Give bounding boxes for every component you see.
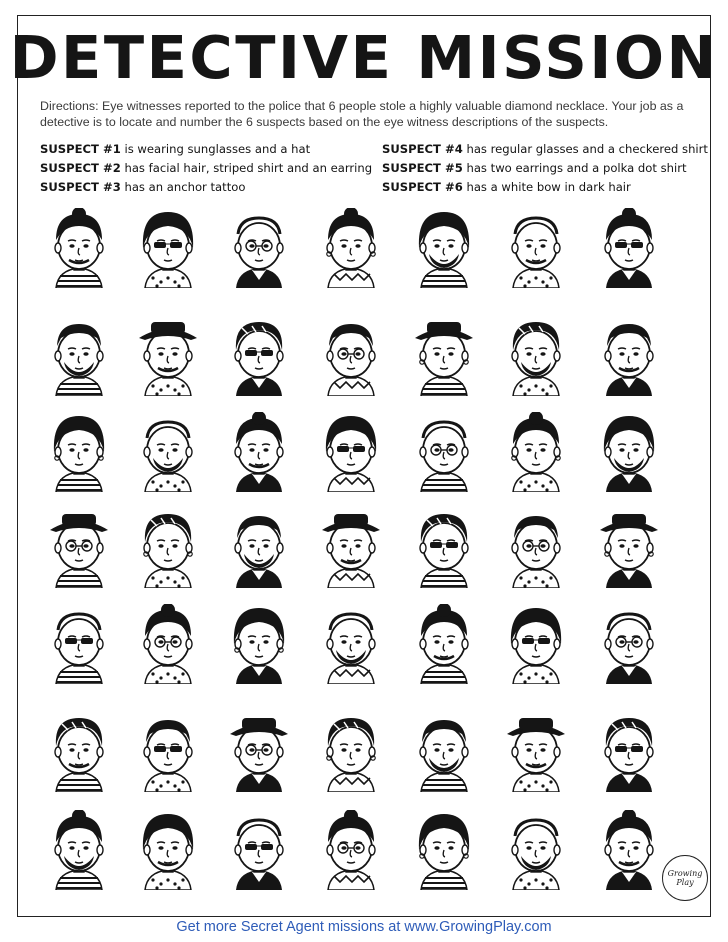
- suspect-portrait-short-hair-man: [222, 208, 296, 288]
- portrait-drawing: [222, 810, 296, 890]
- portrait-drawing: [131, 604, 205, 684]
- portrait-drawing: [407, 810, 481, 890]
- suspect-portrait-star-hair-man: [314, 712, 388, 792]
- suspect-portrait-hat-beard-man: [131, 316, 205, 396]
- suspect-portrait-sunglasses-woman: [314, 508, 388, 588]
- portrait-drawing: [42, 810, 116, 890]
- portrait-drawing: [42, 208, 116, 288]
- suspect-portrait-dark-hair-man: [592, 208, 666, 288]
- portrait-drawing: [407, 316, 481, 396]
- suspect-portrait-bald-mustache-man: [407, 316, 481, 396]
- suspect-portrait-sunglasses-man: [407, 604, 481, 684]
- suspect-portrait-curly-glasses-woman: [222, 316, 296, 396]
- portrait-drawing: [314, 412, 388, 492]
- suspect-clue-6: SUSPECT #6 has a white bow in dark hair: [382, 180, 631, 194]
- portrait-drawing: [314, 604, 388, 684]
- portrait-drawing: [499, 316, 573, 396]
- suspect-portrait-beard-earring-man: [499, 712, 573, 792]
- suspect-portrait-braid-woman: [407, 208, 481, 288]
- portrait-drawing: [131, 712, 205, 792]
- footer-link[interactable]: Get more Secret Agent missions at www.GrowingPlay.com: [176, 919, 552, 935]
- suspect-portrait-short-hair-man-2: [222, 508, 296, 588]
- portrait-drawing: [407, 412, 481, 492]
- portrait-drawing: [42, 412, 116, 492]
- portrait-drawing: [407, 712, 481, 792]
- suspect-portrait-bun-woman-dots: [314, 208, 388, 288]
- portrait-drawing: [222, 412, 296, 492]
- suspect-portrait-dark-bowl-man: [42, 412, 116, 492]
- portrait-drawing: [42, 604, 116, 684]
- portrait-drawing: [592, 604, 666, 684]
- suspect-list-left: [40, 140, 372, 197]
- suspect-portrait-afro-woman: [42, 712, 116, 792]
- suspect-portrait-braids-woman: [407, 810, 481, 890]
- portrait-drawing: [592, 712, 666, 792]
- suspect-portrait-full-beard-man: [131, 604, 205, 684]
- suspect-portrait-hat-sunglasses-woman: [407, 712, 481, 792]
- portrait-drawing: [222, 712, 296, 792]
- suspect-portrait-short-dark-man: [499, 316, 573, 396]
- suspect-clue-1: SUSPECT #1 is wearing sunglasses and a hat: [40, 142, 311, 156]
- portrait-drawing: [222, 508, 296, 588]
- suspect-clue-3: SUSPECT #3 has an anchor tattoo: [40, 180, 246, 194]
- portrait-drawing: [499, 412, 573, 492]
- portrait-drawing: [499, 208, 573, 288]
- portrait-drawing: [131, 412, 205, 492]
- portrait-drawing: [131, 316, 205, 396]
- suspect-clue-4: SUSPECT #4 has regular glasses and a checkered shirt: [382, 142, 708, 156]
- portrait-drawing: [592, 810, 666, 890]
- portrait-drawing: [42, 508, 116, 588]
- portrait-drawing: [407, 508, 481, 588]
- suspect-portrait-bald-mustache-man-2: [592, 712, 666, 792]
- suspect-portrait-mustache-goatee-man: [499, 810, 573, 890]
- suspect-portrait-headband-woman: [131, 508, 205, 588]
- suspect-portrait-dark-hair-woman: [592, 508, 666, 588]
- portrait-drawing: [314, 712, 388, 792]
- portrait-drawing: [314, 810, 388, 890]
- suspect-portrait-wavy-glasses-woman: [131, 712, 205, 792]
- suspect-clue-2: SUSPECT #2 has facial hair, striped shirt and an earring: [40, 161, 373, 175]
- suspect-portrait-bald-glasses-beard: [499, 208, 573, 288]
- suspect-portrait-beanie-woman: [131, 412, 205, 492]
- portrait-drawing: [499, 810, 573, 890]
- suspect-portrait-mustache-man: [42, 508, 116, 588]
- portrait-drawing: [407, 208, 481, 288]
- portrait-drawing: [592, 508, 666, 588]
- suspect-portrait-cap-mustache-man: [222, 412, 296, 492]
- suspect-portrait-bun-woman: [42, 208, 116, 288]
- suspect-portrait-beret-woman: [42, 316, 116, 396]
- growing-play-logo: Growing Play: [662, 855, 708, 901]
- suspect-portrait-headscarf-sunglasses-woman: [592, 810, 666, 890]
- portrait-drawing: [222, 604, 296, 684]
- suspect-portrait-hat-woman: [314, 316, 388, 396]
- suspect-portrait-man-dotted-shirt: [407, 508, 481, 588]
- suspect-portrait-buns-earrings-woman: [592, 316, 666, 396]
- portrait-drawing: [499, 508, 573, 588]
- portrait-drawing: [592, 412, 666, 492]
- suspect-portrait-dark-bob-woman: [499, 508, 573, 588]
- portrait-drawing: [314, 208, 388, 288]
- suspect-portrait-curly-top-man: [222, 604, 296, 684]
- suspect-portrait-side-part-man: [131, 810, 205, 890]
- portrait-drawing: [42, 316, 116, 396]
- portrait-drawing: [131, 810, 205, 890]
- suspect-portrait-headband-man: [222, 712, 296, 792]
- portrait-drawing: [42, 712, 116, 792]
- suspect-portrait-bear-ears-woman: [222, 810, 296, 890]
- portrait-drawing: [499, 604, 573, 684]
- suspect-portrait-headband-bun-woman: [499, 604, 573, 684]
- portrait-drawing: [131, 208, 205, 288]
- suspect-portrait-bald-glasses-man: [131, 208, 205, 288]
- portrait-drawing: [592, 208, 666, 288]
- suspect-portrait-bob-woman: [314, 412, 388, 492]
- page-title: DETECTIVE MISSION: [9, 23, 719, 92]
- suspect-portrait-bun-beard-man: [314, 810, 388, 890]
- suspect-list-right: [382, 140, 708, 197]
- suspect-portrait-curly-woman: [42, 810, 116, 890]
- portrait-drawing: [222, 316, 296, 396]
- suspect-portrait-striped-beard-man: [592, 604, 666, 684]
- portrait-drawing: [314, 508, 388, 588]
- suspect-clue-5: SUSPECT #5 has two earrings and a polka dot shirt: [382, 161, 687, 175]
- directions-text: Directions: Eye witnesses reported to the police that 6 people stole a highly valuable diamond necklace. Your job as a detective is to locate and number the 6 suspects based on the eye witness descriptions of the suspects.: [40, 99, 684, 129]
- portrait-drawing: [407, 604, 481, 684]
- suspect-portrait-bow-woman: [499, 412, 573, 492]
- suspect-portrait-beanie-tattoo-man: [314, 604, 388, 684]
- portrait-drawing: [131, 508, 205, 588]
- suspect-portrait-beard-checkered-man: [407, 412, 481, 492]
- suspect-portrait-beard-man: [42, 604, 116, 684]
- portrait-drawing: [592, 316, 666, 396]
- portrait-drawing: [314, 316, 388, 396]
- portrait-drawing: [499, 712, 573, 792]
- portrait-drawing: [222, 208, 296, 288]
- suspect-portrait-wide-hat-glasses-woman: [592, 412, 666, 492]
